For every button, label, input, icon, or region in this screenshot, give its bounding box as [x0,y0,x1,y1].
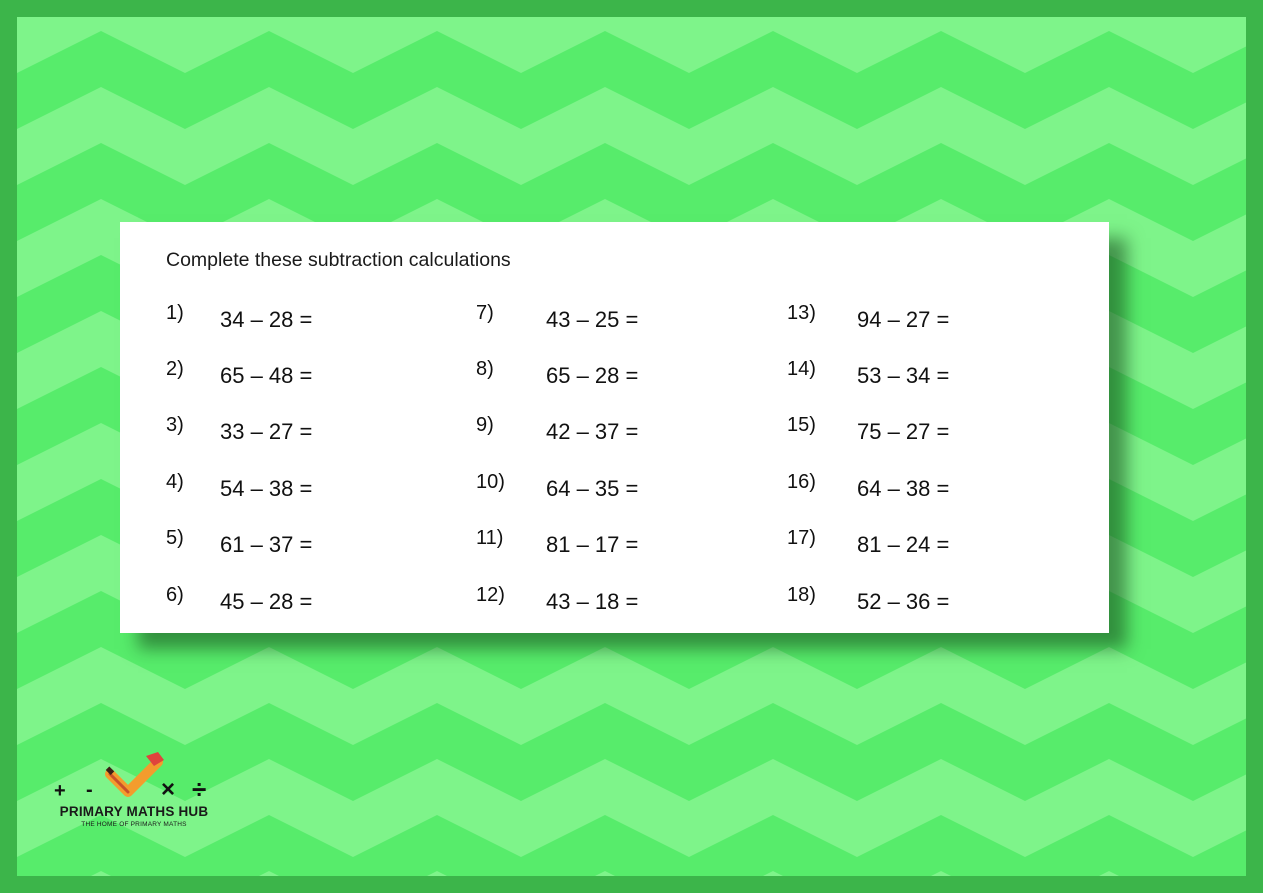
question-number: 3) [166,414,184,436]
pencil-checkmark-icon [102,752,168,804]
worksheet-title: Complete these subtraction calculations [166,249,511,271]
question-number: 1) [166,302,184,324]
question-number: 6) [166,584,184,606]
question-expression: 45 – 28 = [220,589,313,614]
question-number: 13) [787,302,816,324]
question-expression: 33 – 27 = [220,419,313,444]
question-expression: 42 – 37 = [546,419,639,444]
logo-tagline: THE HOME OF PRIMARY MATHS [81,821,187,828]
question-number: 17) [787,527,816,549]
question-number: 12) [476,584,505,606]
question-number: 9) [476,414,494,436]
question-expression: 52 – 36 = [857,589,950,614]
question-expression: 53 – 34 = [857,363,950,388]
question-expression: 34 – 28 = [220,307,313,332]
question-number: 15) [787,414,816,436]
primary-maths-hub-logo [44,752,224,832]
times-icon: × [161,776,176,803]
question-expression: 64 – 38 = [857,476,950,501]
question-number: 11) [476,527,504,549]
question-expression: 43 – 18 = [546,589,639,614]
question-expression: 81 – 24 = [857,532,950,557]
question-number: 16) [787,471,816,493]
logo-name: PRIMARY MATHS HUB [59,804,209,819]
worksheet-card [120,222,1109,633]
question-expression: 94 – 27 = [857,307,950,332]
plus-icon: + [54,780,66,802]
question-number: 18) [787,584,816,606]
question-expression: 64 – 35 = [546,476,639,501]
question-number: 5) [166,527,184,549]
question-number: 10) [476,471,505,493]
minus-icon: - [86,779,93,801]
question-expression: 81 – 17 = [546,532,639,557]
question-number: 2) [166,358,184,380]
question-expression: 65 – 28 = [546,363,639,388]
question-expression: 75 – 27 = [857,419,950,444]
divide-icon: ÷ [192,774,207,804]
question-number: 4) [166,471,184,493]
question-expression: 65 – 48 = [220,363,313,388]
question-number: 8) [476,358,494,380]
question-number: 7) [476,302,494,324]
question-expression: 54 – 38 = [220,476,313,501]
question-expression: 43 – 25 = [546,307,639,332]
question-number: 14) [787,358,816,380]
question-expression: 61 – 37 = [220,532,313,557]
